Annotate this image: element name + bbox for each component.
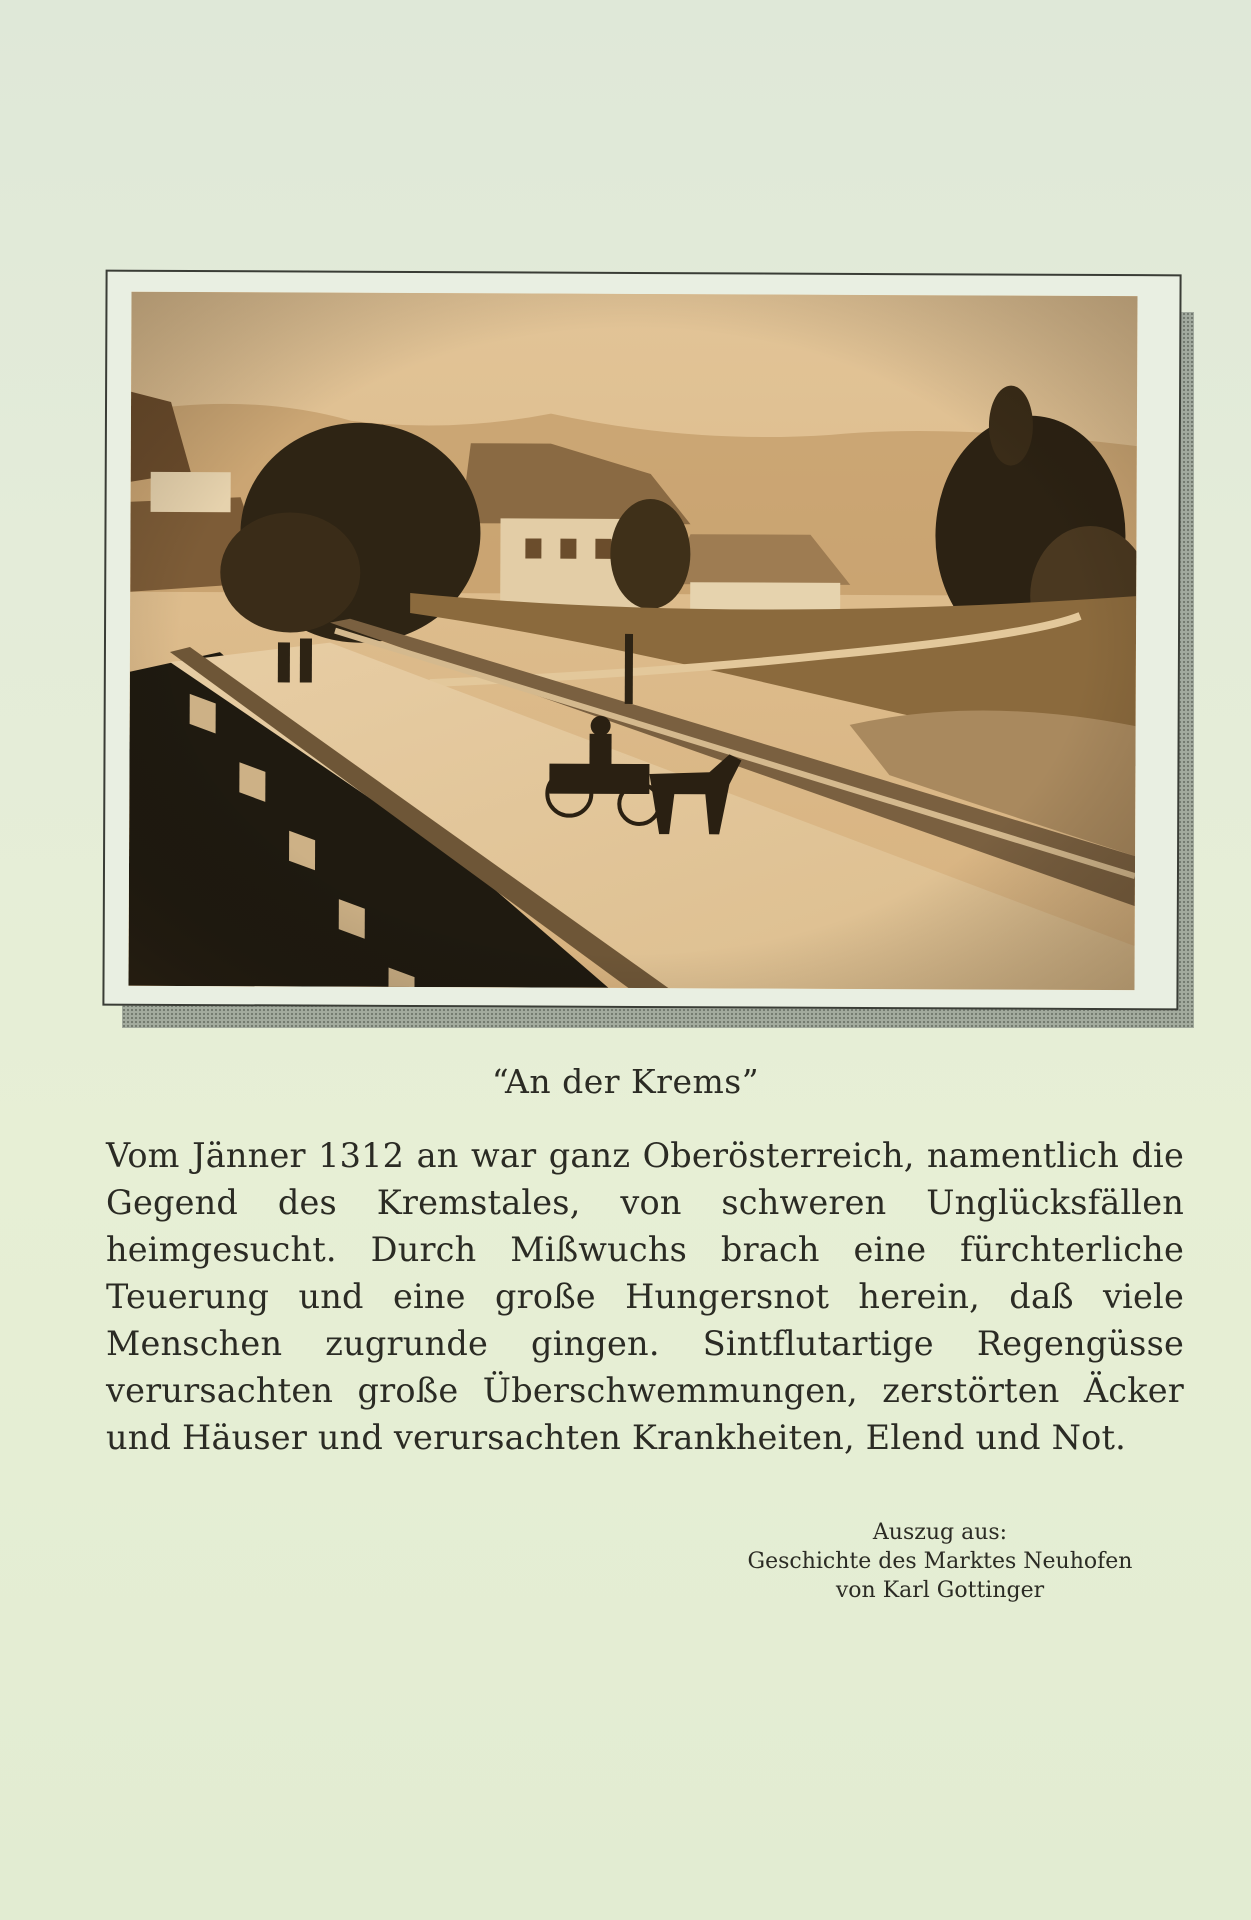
attribution-line-2: Geschichte des Marktes Neuhofen bbox=[747, 1549, 1133, 1574]
historical-photo bbox=[128, 292, 1137, 990]
attribution-line-1: Auszug aus: bbox=[872, 1520, 1008, 1545]
attribution-line-3: von Karl Gottinger bbox=[835, 1578, 1045, 1603]
photo-illustration bbox=[128, 292, 1137, 990]
source-attribution bbox=[730, 1518, 1150, 1605]
body-paragraph: Vom Jänner 1312 an war ganz Oberösterreich, namentlich die Gegend des Kremstales, von schweren Unglücksfällen heimgesucht. Durch Mißwuchs brach eine fürchterliche Teuerung und eine große Hungersnot herein, daß viele Menschen zugrunde gingen. Sintflutartige Regengüsse verursachten große Überschwemmungen, zerstörten Äcker und Häuser und verursachten Krankheiten, Elend und Not. bbox=[106, 1136, 1184, 1457]
photo-frame bbox=[102, 270, 1181, 1011]
photo-caption: “An der Krems” bbox=[491, 1062, 760, 1101]
